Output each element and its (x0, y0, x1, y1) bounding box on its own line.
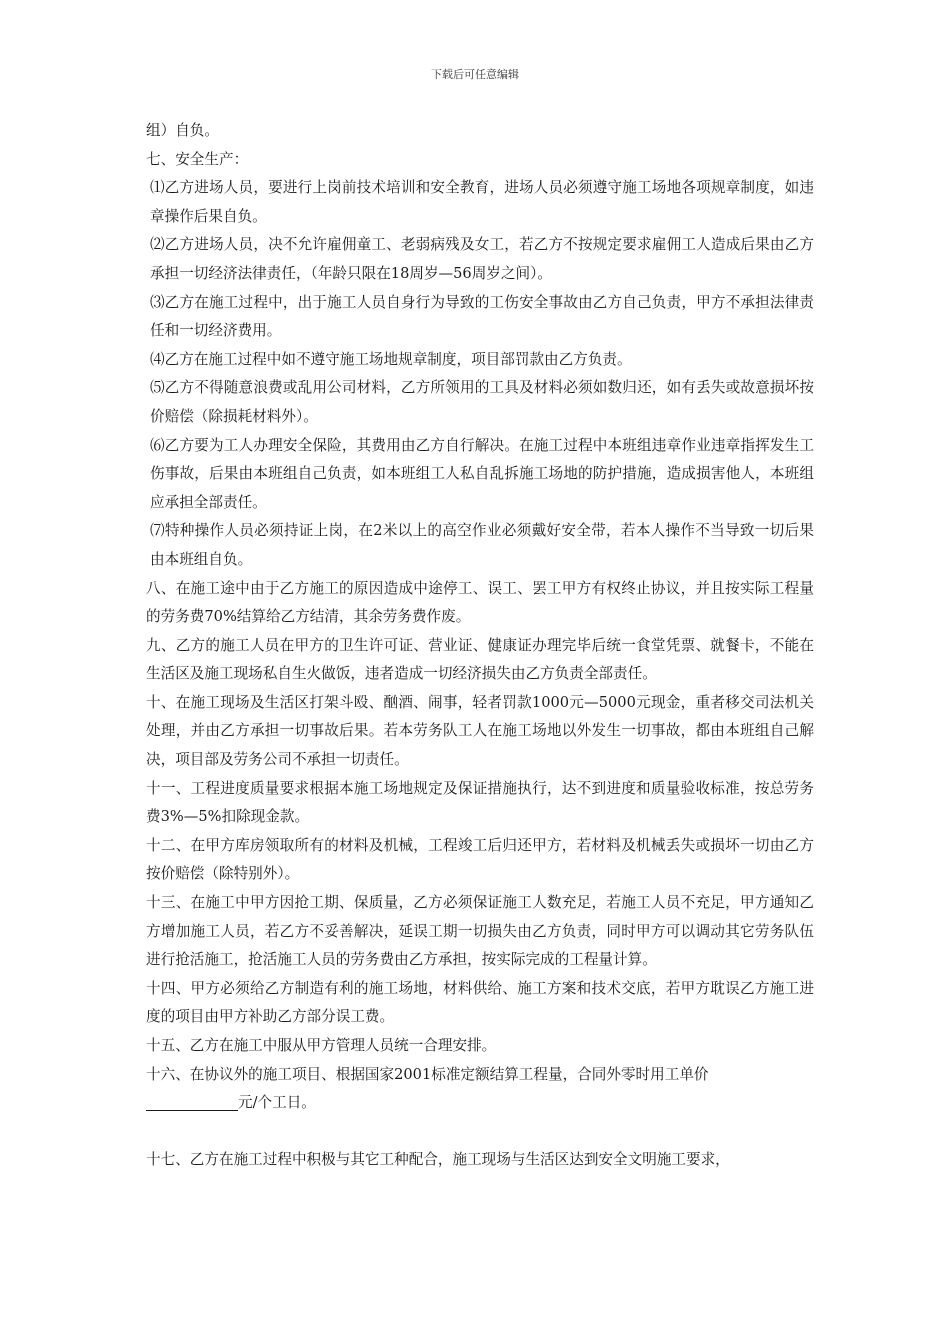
list-item: ⑺特种操作人员必须持证上岗，在2米以上的高空作业必须戴好安全带，若本人操作不当导致一切后果由本班组自负。 (150, 522, 814, 568)
list-item: ⑵乙方进场人员，决不允许雇佣童工、老弱病残及女工，若乙方不按规定要求雇佣工人造成后果由乙方承担一切经济法律责任，（年龄只限在18周岁—56周岁之间）。 (150, 236, 814, 282)
clause-paragraph: 十三、在施工中甲方因抢工期、保质量，乙方必须保证施工人数充足，若施工人员不充足，甲方通知乙方增加施工人员，若乙方不妥善解决，延误工期一切损失由乙方负责，同时甲方可以调动其它劳务队伍进行抢活施工，抢活施工人员的劳务费由乙方承担，按实际完成的工程量计算。 (146, 894, 814, 969)
clause-paragraph: 九、乙方的施工人员在甲方的卫生许可证、营业证、健康证办理完毕后统一食堂凭票、就餐卡，不能在生活区及施工现场私自生火做饭，违者造成一切经济损失由乙方负责全部责任。 (146, 636, 814, 683)
clause-paragraph: 十、在施工现场及生活区打架斗殴、酗酒、闹事，轻者罚款1000元—5000元现金，重者移交司法机关处理，并由乙方承担一切事故后果。若本劳务队工人在施工场地以外发生一切事故，都由本班组自己解决，项目部及劳务公司不承担一切责任。 (146, 693, 814, 769)
page-header: 下载后可任意编辑 (431, 68, 519, 81)
paragraph: 组）自负。 (146, 122, 219, 139)
clause-paragraph-17: 十七、乙方在施工过程中积极与其它工种配合，施工现场与生活区达到安全文明施工要求， (146, 1151, 730, 1169)
list-item: ⑹乙方要为工人办理安全保险，其费用由乙方自行解决。在施工过程中本班组违章作业违章指挥发生工伤事故，后果由本班组自己负责，如本班组工人私自乱拆施工场地的防护措施，造成损害他人，本班组应承担全部责任。 (150, 436, 814, 511)
blank-line (146, 1118, 814, 1147)
clause-16-text: 十六、在协议外的施工项目、根据国家2001标准定额结算工程量，合同外零时用工单价 (146, 1065, 709, 1083)
list-item: ⑸乙方不得随意浪费或乱用公司材料，乙方所领用的工具及材料必须如数归还，如有丢失或故意损坏按价赔偿（除损耗材料外）。 (150, 379, 814, 425)
document-body (146, 117, 814, 1175)
clause-paragraph: 十二、在甲方库房领取所有的材料及机械，工程竣工后归还甲方，若材料及机械丢失或损坏一切由乙方按价赔偿（除特别外）。 (146, 836, 814, 883)
clause-paragraph: 十四、甲方必须给乙方制造有利的施工场地，材料供给、施工方案和技术交底，若甲方耽误乙方施工进度的项目由甲方补助乙方部分误工费。 (146, 979, 814, 1026)
clause-paragraph: 十一、工程进度质量要求根据本施工场地规定及保证措施执行，达不到进度和质量验收标准，按总劳务费3%—5%扣除现金款。 (146, 779, 814, 826)
list-item: ⑶乙方在施工过程中，出于施工人员自身行为导致的工伤安全事故由乙方自己负责，甲方不承担法律责任和一切经济费用。 (150, 293, 814, 340)
clause-paragraph-16 (146, 1061, 814, 1118)
clause-16-tail: 元/个工日。 (238, 1094, 316, 1112)
fill-in-blank (146, 1092, 238, 1111)
list-item: ⑷乙方在施工过程中如不遵守施工场地规章制度，项目部罚款由乙方负责。 (150, 350, 632, 368)
clause-paragraph: 八、在施工途中由于乙方施工的原因造成中途停工、误工、罢工甲方有权终止协议，并且按实际工程量的劳务费70%结算给乙方结清，其余劳务费作废。 (146, 579, 814, 626)
section-heading: 七、安全生产： (146, 150, 249, 168)
list-item: ⑴乙方进场人员，要进行上岗前技术培训和安全教育，进场人员必须遵守施工场地各项规章制度，如违章操作后果自负。 (150, 179, 814, 225)
clause-paragraph: 十五、乙方在施工中服从甲方管理人员统一合理安排。 (146, 1037, 497, 1054)
